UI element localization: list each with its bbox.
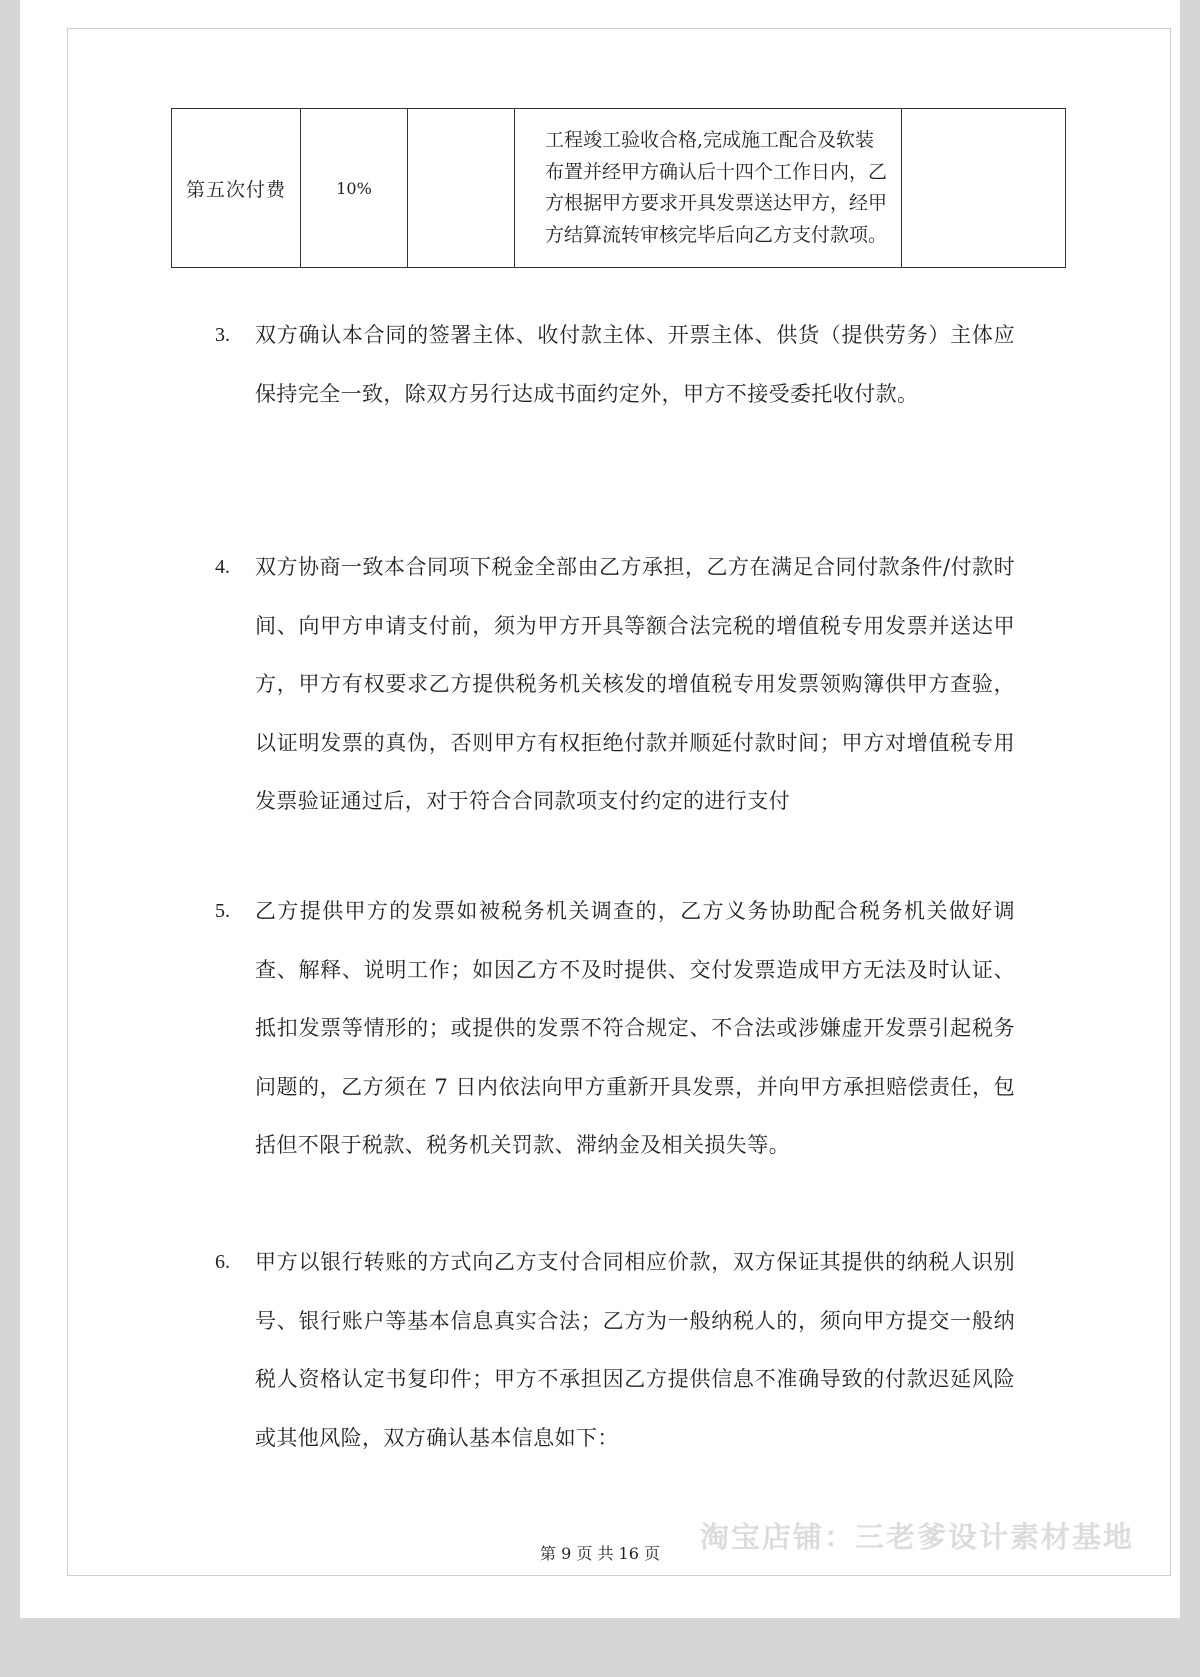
payment-schedule-table xyxy=(171,108,1066,268)
clause-6 xyxy=(215,1233,1015,1467)
clause-text: 乙方提供甲方的发票如被税务机关调查的，乙方义务协助配合税务机关做好调查、解释、说明工作；如因乙方不及时提供、交付发票造成甲方无法及时认证、抵扣发票等情形的；或提供的发票不符合规定、不合法或涉嫌虚开发票引起税务问题的，乙方须在 7 日内依法向甲方重新开具发票，并向甲方承担赔偿责任，包括但不限于税款、税务机关罚款、滞纳金及相关损失等。 xyxy=(255,899,1015,1157)
table-row xyxy=(172,109,1066,268)
watermark: 淘宝店铺：三老爹设计素材基地 xyxy=(700,1520,1135,1554)
clause-text: 双方协商一致本合同项下税金全部由乙方承担，乙方在满足合同付款条件/付款时间、向甲方申请支付前，须为甲方开具等额合法完税的增值税专用发票并送达甲方，甲方有权要求乙方提供税务机关核发的增值税专用发票领购簿供甲方查验，以证明发票的真伪，否则甲方有权拒绝付款并顺延付款时间；甲方对增值税专用发票验证通过后，对于符合合同款项支付约定的进行支付 xyxy=(255,555,1015,813)
clause-text: 双方确认本合同的签署主体、收付款主体、开票主体、供货（提供劳务）主体应保持完全一致，除双方另行达成书面约定外，甲方不接受委托收付款。 xyxy=(255,323,1015,406)
empty-cell xyxy=(902,109,1066,268)
clause-text: 甲方以银行转账的方式向乙方支付合同相应价款，双方保证其提供的纳税人识别号、银行账户等基本信息真实合法；乙方为一般纳税人的，须向甲方提交一般纳税人资格认定书复印件；甲方不承担因乙方提供信息不准确导致的付款迟延风险或其他风险，双方确认基本信息如下： xyxy=(255,1250,1015,1450)
payment-stage-cell: 第五次付费 xyxy=(172,109,301,268)
clause-number: 4. xyxy=(215,556,230,578)
clause-4 xyxy=(215,538,1015,831)
clause-5 xyxy=(215,882,1015,1175)
clause-3 xyxy=(215,306,1015,423)
clause-number: 5. xyxy=(215,900,230,922)
clause-number: 6. xyxy=(215,1251,230,1273)
payment-condition-cell: 工程竣工验收合格,完成施工配合及软装布置并经甲方确认后十四个工作日内，乙方根据甲方要求开具发票送达甲方，经甲方结算流转审核完毕后向乙方支付款项。 xyxy=(515,109,902,268)
payment-percent-cell: 10% xyxy=(301,109,408,268)
page-number: 第 9 页 共 16 页 xyxy=(540,1544,660,1563)
clause-number: 3. xyxy=(215,324,230,346)
empty-cell xyxy=(408,109,515,268)
